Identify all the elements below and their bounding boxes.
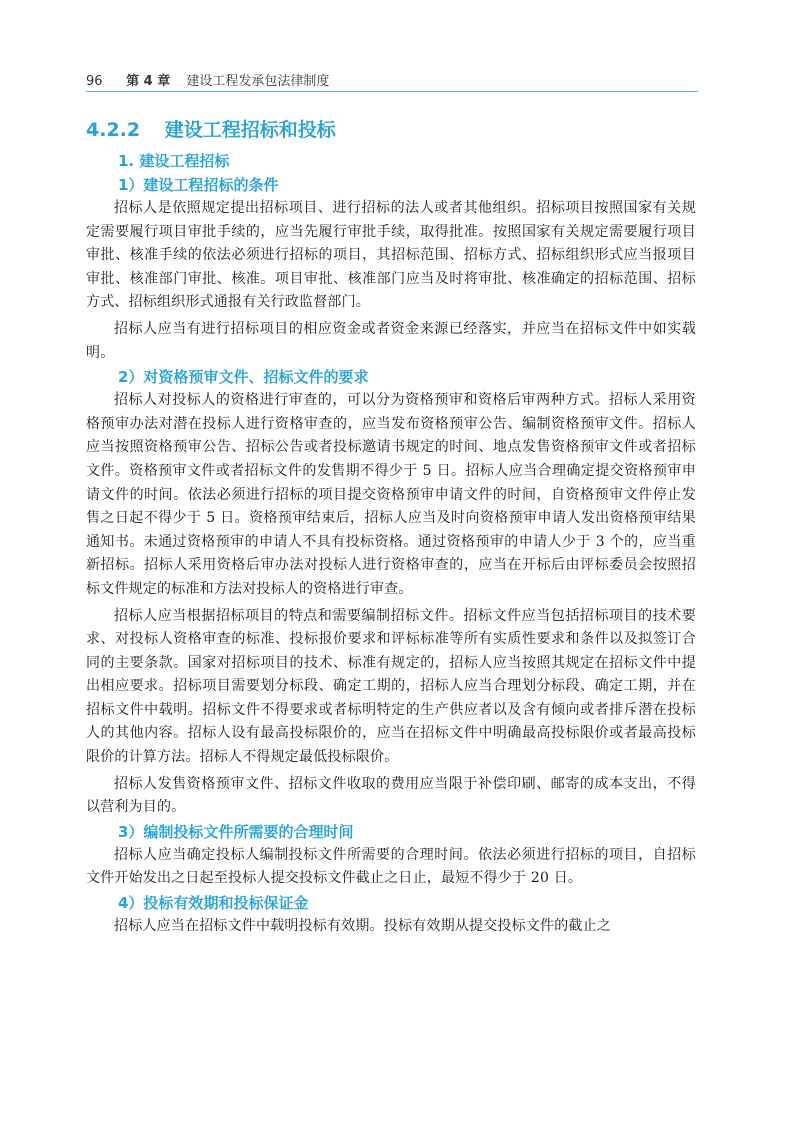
subsection-title: 1. 建设工程招标: [118, 152, 230, 170]
paragraph: 招标人是依照规定提出招标项目、进行招标的法人或者其他组织。招标项目按照国家有关规定需要履行项目审批手续的，应当先履行审批手续，取得批准。按照国家有关规定需要履行项目审批、核准手续的依法必须进行招标的项目，其招标范围、招标方式、招标组织形式应当报项目审批、核准部门审批、核准。项目审批、核准部门应当及时将审批、核准确定的招标范围、招标方式、招标组织形式通报有关行政监督部门。: [86, 200, 696, 311]
paragraph: 招标人应当有进行招标项目的相应资金或者资金来源已经落实，并应当在招标文件中如实载明。: [86, 320, 696, 361]
section-number: 4.2.2: [86, 119, 141, 141]
section-title: [86, 110, 696, 150]
item-heading-document-requirements: 2）对资格预审文件、招标文件的要求: [118, 368, 369, 387]
paragraph: 招标人应当在招标文件中载明投标有效期。投标有效期从提交投标文件的截止之: [114, 918, 611, 935]
paragraph: 招标人应当根据招标项目的特点和需要编制招标文件。招标文件应当包括招标项目的技术要求、对投标人资格审查的标准、投标报价要求和评标标准等所有实质性要求和条件以及拟签订合同的主要条款。国家对招标项目的技术、标准有规定的，招标人应当按照其规定在招标文件中提出相应要求。招标项目需要划分标段、确定工期的，招标人应当合理划分标段、确定工期，并在招标文件中载明。招标文件不得要求或者标明特定的生产供应者以及含有倾向或者排斥潜在投标人的其他内容。招标人设有最高投标限价的，应当在招标文件中明确最高投标限价或者最高投标限价的计算方法。招标人不得规定最低投标限价。: [86, 607, 696, 766]
paragraph: 招标人应当确定投标人编制投标文件所需要的合理时间。依法必须进行招标的项目，自招标文件开始发出之日起至投标人提交投标文件截止之日止，最短不得少于 20 日。: [86, 846, 696, 887]
item-heading-validity-and-bond: 4）投标有效期和投标保证金: [118, 894, 309, 913]
section-title-text: 建设工程招标和投标: [164, 119, 336, 141]
paragraph: 招标人发售资格预审文件、招标文件收取的费用应当限于补偿印刷、邮寄的成本支出，不得以营利为目的。: [86, 775, 696, 816]
paragraph: 招标人对投标人的资格进行审查的，可以分为资格预审和资格后审两种方式。招标人采用资格预审办法对潜在投标人进行资格审查的，应当发布资格预审公告、编制资格预审文件。招标人应当按照资格预审公告、招标公告或者投标邀请书规定的时间、地点发售资格预审文件或者招标文件。资格预审文件或者招标文件的发售期不得少于 5 日。招标人应当合理确定提交资格预审申请文件的时间。依法必须进行招标的项目提交资格预审申请文件的时间，自资格预审文件停止发售之日起不得少于 5 日。资格预审结束后，招标人应当及时向资格预审申请人发出资格预审结果通知书。未通过资格预审的申请人不具有投标资格。通过资格预审的申请人少于 3 个的，应当重新招标。招标人采用资格后审办法对投标人进行资格审查的，应当在开标后由评标委员会按照招标文件规定的标准和方法对投标人的资格进行审查。: [86, 392, 696, 597]
chapter-label: 第 4 章: [126, 74, 171, 89]
running-header: [86, 70, 698, 92]
chapter-title: 建设工程发承包法律制度: [186, 74, 330, 89]
item-heading-reasonable-time: 3）编制投标文件所需要的合理时间: [118, 822, 354, 841]
header-rule: [86, 91, 698, 92]
item-heading-conditions: 1）建设工程招标的条件: [118, 176, 279, 194]
page-number: 96: [86, 74, 103, 89]
page-content: [86, 110, 696, 939]
